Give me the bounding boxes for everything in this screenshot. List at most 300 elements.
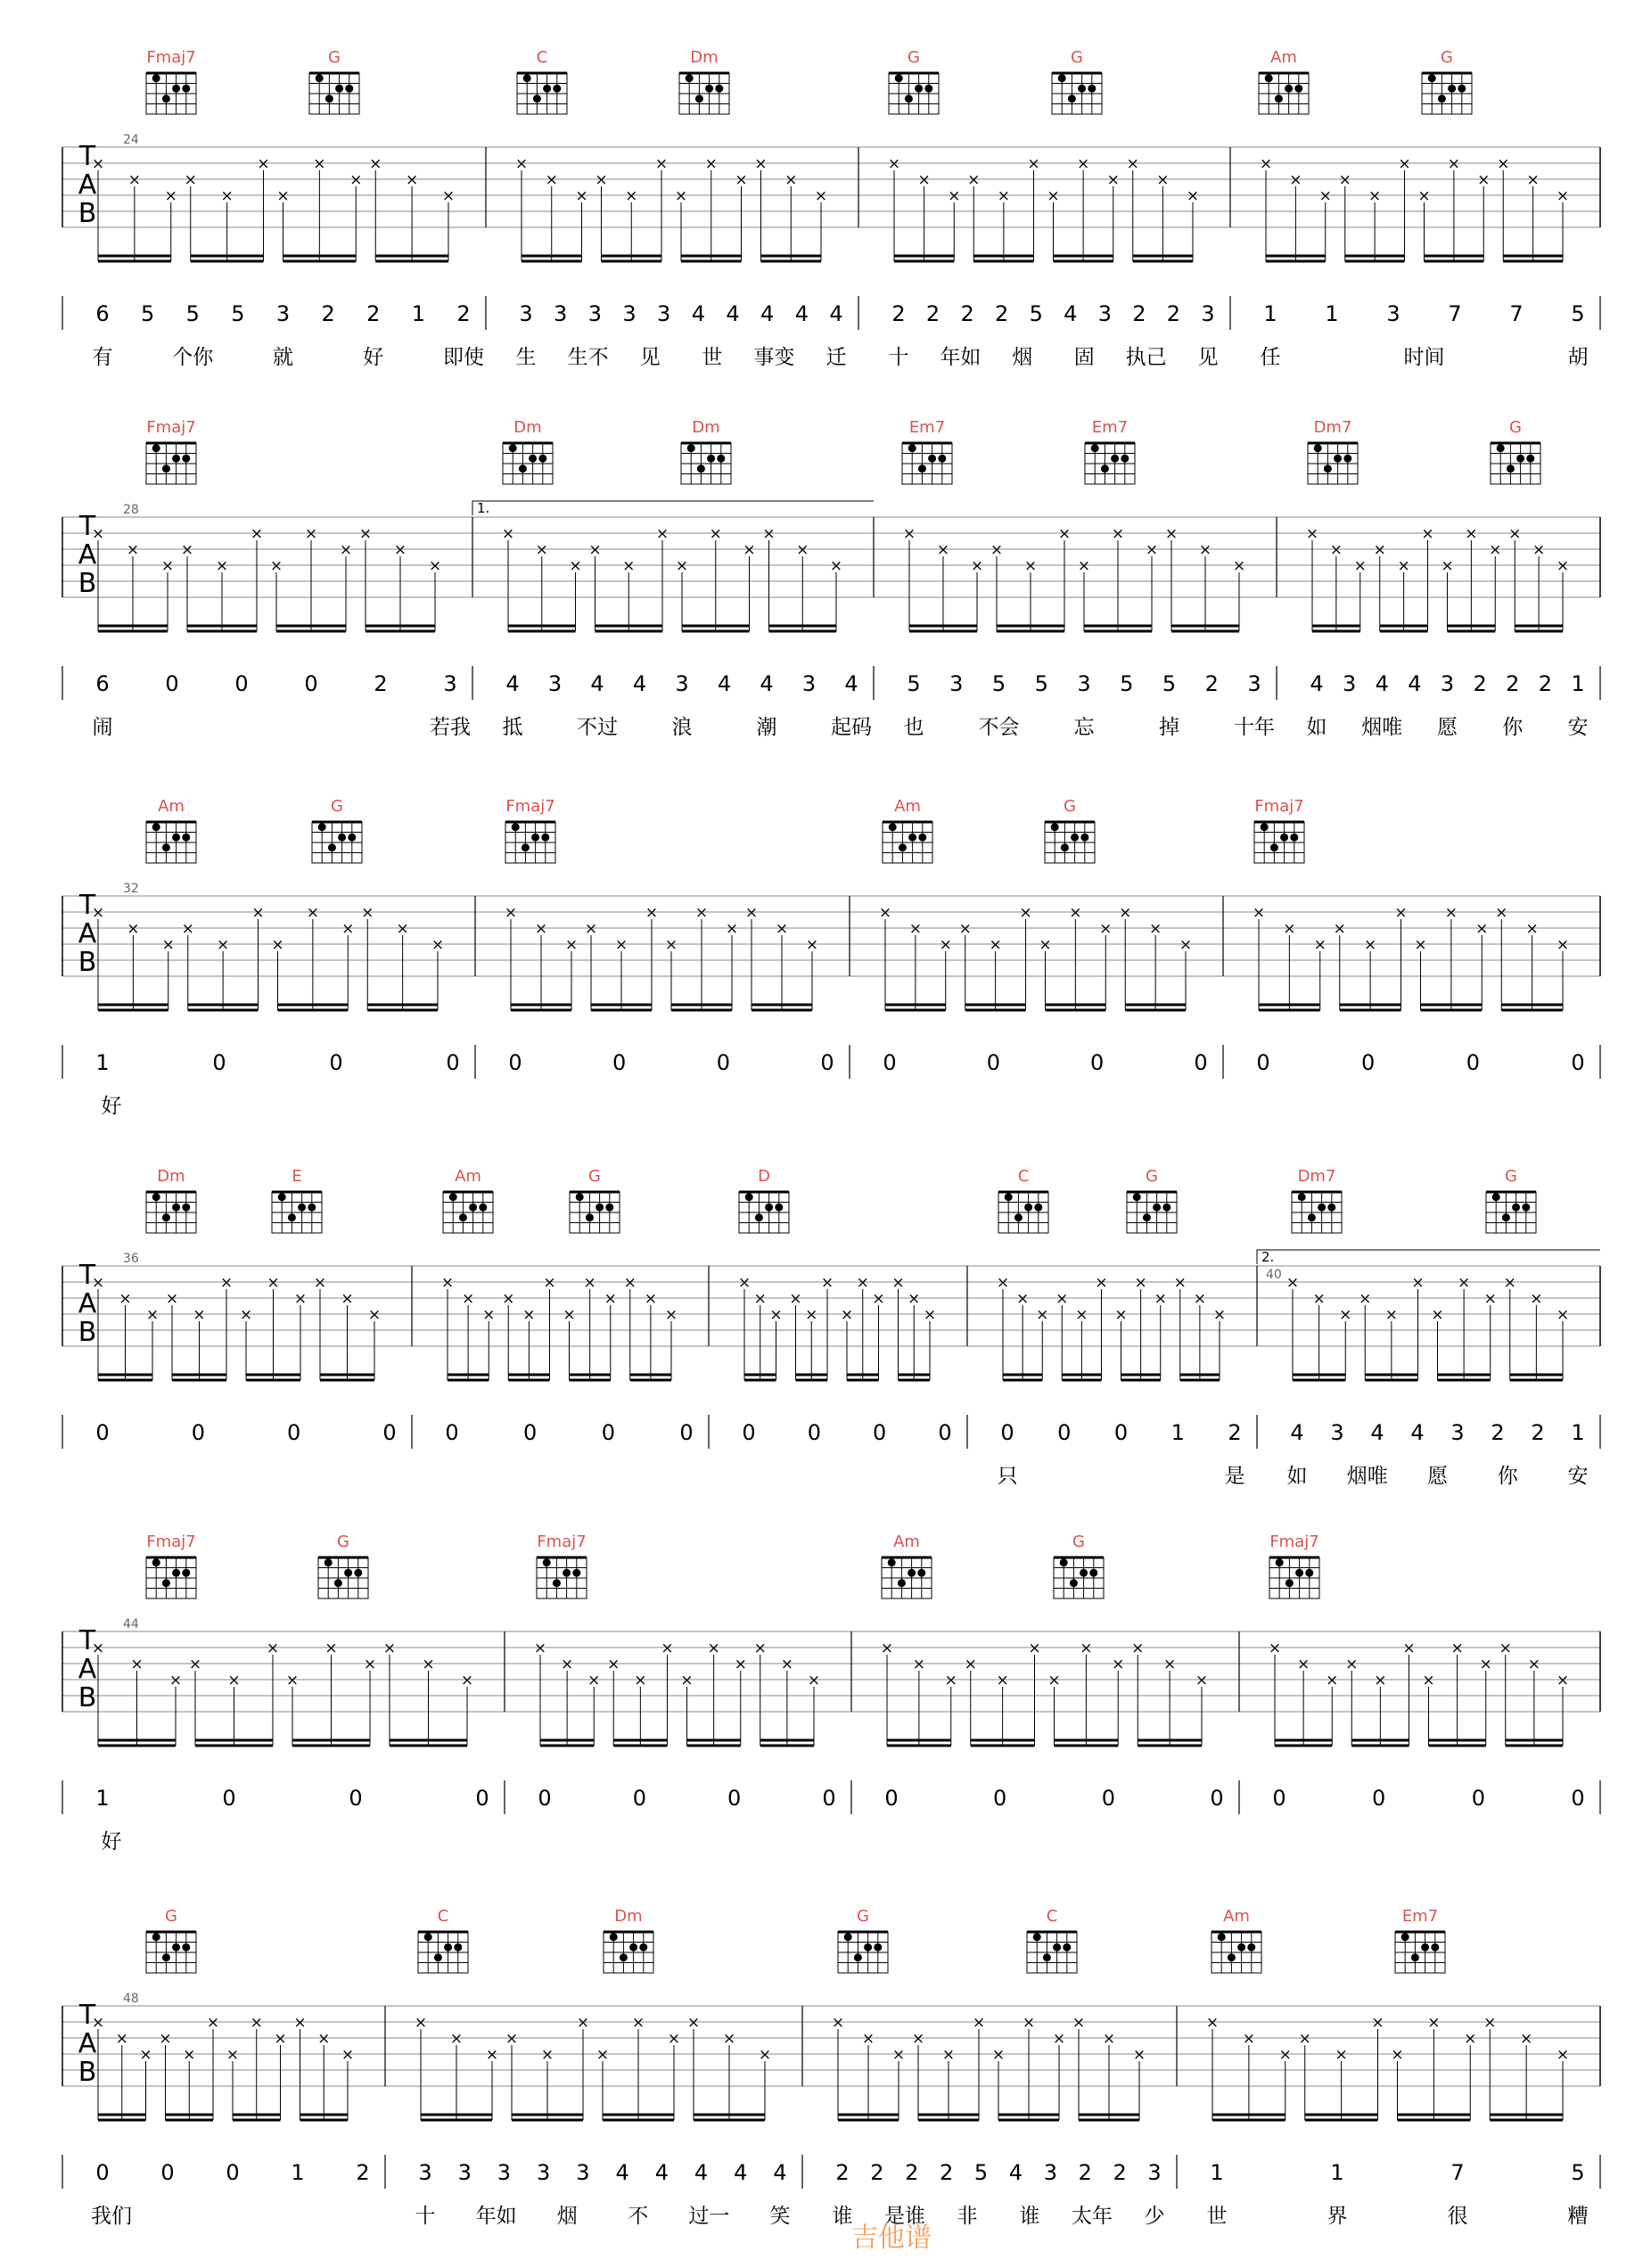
chord-diagram: [309, 48, 359, 114]
finger-dot: [278, 1193, 286, 1201]
tab-system: [62, 1533, 1600, 1853]
note-mark: ×: [1156, 171, 1170, 189]
note-mark: ×: [534, 920, 548, 938]
chord-diagram: [1127, 1167, 1177, 1233]
finger-dot: [348, 834, 356, 842]
jianpu-note: 4: [1408, 671, 1422, 696]
note-mark: ×: [631, 2014, 645, 2032]
finger-dot: [538, 455, 546, 463]
finger-dot: [182, 1569, 190, 1577]
finger-dot: [1502, 1213, 1510, 1221]
note-mark: ×: [725, 920, 739, 938]
finger-dot: [152, 1193, 160, 1201]
finger-dot: [563, 1569, 571, 1577]
volta-bracket: [1257, 1250, 1600, 1264]
finger-dot: [1305, 1569, 1313, 1577]
note-mark: ×: [1036, 1306, 1049, 1324]
chord-diagram: [312, 797, 362, 863]
lyric-text: 就: [273, 346, 293, 369]
lyric-text: 世: [702, 346, 723, 369]
lyric-text: 个你: [172, 346, 214, 369]
note-mark: ×: [440, 1274, 455, 1292]
note-mark: ×: [1374, 1672, 1387, 1689]
jianpu-note: 3: [576, 2160, 590, 2185]
jianpu-note: 0: [1057, 1420, 1072, 1445]
chord-diagram: [998, 1167, 1048, 1233]
note-mark: ×: [266, 1639, 280, 1657]
note-mark: ×: [535, 541, 548, 559]
note-mark: ×: [707, 1639, 720, 1657]
finger-dot: [1334, 455, 1342, 463]
note-mark: ×: [654, 155, 669, 173]
note-mark: ×: [220, 187, 234, 205]
note-mark: ×: [269, 557, 283, 575]
note-mark: ×: [588, 541, 602, 559]
note-mark: ×: [1205, 2014, 1220, 2032]
note-mark: ×: [990, 541, 1004, 559]
jianpu-note: 0: [287, 1420, 301, 1445]
chord-name: C: [437, 1907, 449, 1926]
jianpu-note: 3: [1077, 671, 1091, 696]
chord-diagram: [1085, 418, 1135, 484]
jianpu-note: 3: [418, 2160, 432, 2185]
note-mark: ×: [250, 525, 264, 543]
note-mark: ×: [306, 904, 319, 922]
lyric-text: 谁: [832, 2205, 853, 2228]
finger-dot: [1343, 455, 1351, 463]
note-mark: ×: [1371, 2014, 1384, 2032]
finger-dot: [1285, 85, 1293, 93]
note-mark: ×: [1022, 2014, 1036, 2032]
note-mark: ×: [1364, 936, 1377, 954]
chord-name: Dm: [690, 48, 719, 67]
jianpu-note: 2: [1204, 671, 1219, 696]
note-mark: ×: [1186, 187, 1200, 205]
note-mark: ×: [1179, 936, 1193, 954]
note-mark: ×: [1132, 2046, 1146, 2064]
jianpu-note: 4: [505, 671, 520, 696]
jianpu-note: 0: [222, 1786, 236, 1811]
tab-clef-letter: T: [78, 511, 96, 542]
note-mark: ×: [363, 1656, 377, 1673]
note-mark: ×: [341, 2046, 355, 2064]
note-mark: ×: [1195, 1672, 1209, 1689]
finger-dot: [1058, 74, 1066, 82]
note-mark: ×: [168, 1672, 183, 1689]
jianpu-note: 0: [883, 1050, 897, 1075]
chord-name: C: [536, 48, 548, 67]
finger-dot: [1280, 834, 1288, 842]
note-mark: ×: [680, 1672, 694, 1689]
measure-number: 24: [123, 133, 139, 147]
lyric-text: 愿: [1437, 716, 1458, 739]
note-mark: ×: [91, 1639, 105, 1657]
note-mark: ×: [902, 525, 916, 543]
lyric-text: 烟: [1012, 346, 1033, 369]
chord-diagram: [537, 1533, 587, 1598]
jianpu-note: 2: [995, 301, 1009, 326]
jianpu-note: 0: [329, 1050, 343, 1075]
note-mark: ×: [1483, 1290, 1497, 1308]
note-mark: ×: [1145, 541, 1159, 559]
lyric-text: 也: [903, 716, 924, 739]
note-mark: ×: [1422, 1672, 1435, 1689]
note-mark: ×: [694, 904, 709, 922]
lyric-text: 如: [1286, 1465, 1308, 1488]
note-mark: ×: [939, 936, 952, 954]
note-mark: ×: [596, 2046, 610, 2064]
jianpu-note: 0: [160, 2160, 175, 2185]
note-mark: ×: [769, 1306, 783, 1324]
note-mark: ×: [1069, 904, 1082, 922]
finger-dot: [1088, 85, 1096, 93]
jianpu-note: 0: [807, 1420, 821, 1445]
jianpu-note: 0: [1272, 1786, 1286, 1811]
jianpu-note: 4: [760, 671, 774, 696]
jianpu-note: 0: [822, 1786, 836, 1811]
note-mark: ×: [367, 1306, 382, 1324]
note-mark: ×: [462, 1290, 475, 1308]
jianpu-note: 3: [457, 2160, 472, 2185]
jianpu-note: 0: [234, 671, 249, 696]
jianpu-note: 1: [95, 1050, 110, 1075]
chord-diagram: [1395, 1907, 1445, 1973]
chord-diagram: [1422, 48, 1472, 114]
finger-dot: [162, 464, 170, 472]
note-mark: ×: [1268, 1639, 1282, 1657]
jianpu-note: 3: [1330, 1420, 1344, 1445]
lyric-text: 事变: [753, 346, 795, 369]
note-mark: ×: [193, 1306, 206, 1324]
note-mark: ×: [1019, 904, 1032, 922]
note-mark: ×: [1556, 1672, 1570, 1689]
finger-dot: [717, 455, 725, 463]
finger-dot: [610, 1933, 618, 1941]
finger-dot: [1275, 94, 1283, 103]
finger-dot: [908, 834, 916, 842]
note-mark: ×: [744, 904, 759, 922]
chord-diagram: [902, 418, 952, 484]
jianpu-note: 3: [519, 301, 533, 326]
jianpu-note: 5: [1571, 2160, 1585, 2185]
jianpu-note: 2: [1506, 671, 1520, 696]
finger-dot: [908, 444, 916, 452]
note-mark: ×: [1259, 155, 1273, 173]
jianpu-note: 2: [905, 2160, 919, 2185]
note-mark: ×: [667, 2030, 681, 2048]
note-mark: ×: [664, 936, 678, 954]
chord-diagram: [505, 797, 555, 863]
lyric-text: 愿: [1427, 1465, 1448, 1488]
note-mark: ×: [807, 1672, 821, 1689]
measure-number: 40: [1266, 1268, 1282, 1282]
jianpu-note: 0: [165, 671, 179, 696]
note-mark: ×: [614, 936, 628, 954]
note-mark: ×: [1398, 155, 1411, 173]
note-mark: ×: [1497, 155, 1510, 173]
chord-name: G: [908, 48, 920, 67]
note-mark: ×: [784, 171, 798, 189]
note-mark: ×: [165, 1290, 179, 1308]
finger-dot: [162, 1579, 170, 1587]
note-mark: ×: [393, 541, 407, 559]
tab-clef-letter: A: [78, 1288, 97, 1319]
jianpu-note: 0: [382, 1420, 397, 1445]
lyric-text: 十: [888, 346, 909, 369]
finger-dot: [152, 1558, 160, 1566]
note-mark: ×: [1339, 1306, 1352, 1324]
finger-dot: [1290, 834, 1298, 842]
finger-dot: [152, 823, 160, 831]
note-mark: ×: [840, 1306, 854, 1324]
note-mark: ×: [686, 2014, 701, 2032]
chord-diagram: [418, 1907, 468, 1973]
chord-name: Dm7: [1297, 1167, 1336, 1186]
jianpu-note: 0: [820, 1050, 834, 1075]
finger-dot: [512, 823, 520, 831]
chord-diagram: [679, 48, 729, 114]
finger-dot: [707, 455, 715, 463]
chord-name: Fmaj7: [1254, 797, 1304, 816]
jianpu-note: 0: [1466, 1050, 1480, 1075]
note-mark: ×: [293, 1290, 308, 1308]
finger-dot: [325, 94, 333, 103]
note-mark: ×: [145, 1306, 160, 1324]
note-mark: ×: [625, 187, 638, 205]
finger-dot: [1526, 455, 1534, 463]
finger-dot: [687, 444, 695, 452]
note-mark: ×: [1106, 171, 1120, 189]
finger-dot: [324, 1558, 333, 1566]
note-mark: ×: [645, 904, 659, 922]
note-mark: ×: [753, 1639, 767, 1657]
note-mark: ×: [1052, 2030, 1066, 2048]
finger-dot: [354, 1569, 362, 1577]
jianpu-note: 0: [1372, 1786, 1386, 1811]
chord-name: C: [1046, 1907, 1058, 1926]
lyric-text: 不: [628, 2205, 649, 2228]
chord-diagram: [146, 797, 196, 863]
chord-name: Fmaj7: [146, 1533, 196, 1551]
measure-number: 48: [123, 1992, 139, 2006]
lyric-text: 见: [1197, 346, 1219, 369]
note-mark: ×: [313, 1274, 327, 1292]
finger-dot: [1448, 85, 1456, 93]
measure-number: 28: [123, 503, 139, 517]
note-mark: ×: [91, 2014, 105, 2032]
note-mark: ×: [1080, 1639, 1093, 1657]
finger-dot: [316, 74, 324, 82]
note-mark: ×: [206, 2014, 220, 2032]
jianpu-note: 0: [884, 1786, 899, 1811]
chord-name: Am: [1223, 1907, 1250, 1926]
chord-diagram: [1212, 1907, 1261, 1973]
note-mark: ×: [1450, 1639, 1464, 1657]
note-mark: ×: [1131, 1639, 1145, 1657]
note-mark: ×: [324, 1639, 338, 1657]
note-mark: ×: [1193, 1290, 1206, 1308]
note-mark: ×: [734, 1656, 747, 1673]
jianpu-note: 4: [1370, 1420, 1384, 1445]
lyric-text: 好: [363, 346, 384, 369]
jianpu-note: 4: [1064, 301, 1078, 326]
note-mark: ×: [1526, 171, 1540, 189]
chord-diagram: [503, 418, 553, 484]
note-mark: ×: [1368, 187, 1382, 205]
jianpu-note: 2: [870, 2160, 884, 2185]
finger-dot: [1247, 1943, 1255, 1952]
note-mark: ×: [1556, 936, 1570, 954]
lyric-text: 界: [1327, 2205, 1348, 2228]
note-mark: ×: [251, 904, 265, 922]
note-mark: ×: [1525, 920, 1539, 938]
finger-dot: [1068, 94, 1076, 103]
finger-dot: [745, 1193, 753, 1201]
finger-dot: [522, 843, 530, 851]
jianpu-note: 3: [275, 301, 291, 326]
finger-dot: [424, 1933, 432, 1941]
note-mark: ×: [758, 2046, 772, 2064]
note-mark: ×: [1077, 557, 1091, 575]
lyric-text: 十年: [1234, 716, 1275, 739]
note-mark: ×: [1114, 1306, 1128, 1324]
chord-diagram: [1491, 418, 1540, 484]
note-mark: ×: [1527, 1656, 1540, 1673]
note-mark: ×: [762, 525, 776, 543]
chord-name: G: [328, 48, 341, 67]
tab-clef-letter: A: [78, 1654, 97, 1685]
jianpu-note: 0: [986, 1050, 1000, 1075]
note-mark: ×: [1353, 557, 1367, 575]
note-mark: ×: [1016, 1290, 1030, 1308]
note-mark: ×: [1232, 557, 1246, 575]
finger-dot: [1024, 1204, 1032, 1212]
lyric-text: 执己: [1125, 346, 1167, 369]
note-mark: ×: [540, 2046, 554, 2064]
note-mark: ×: [1163, 1656, 1177, 1673]
note-mark: ×: [989, 936, 1002, 954]
note-mark: ×: [1421, 525, 1434, 543]
jianpu-note: 4: [717, 671, 732, 696]
note-mark: ×: [1495, 904, 1508, 922]
note-mark: ×: [1333, 920, 1346, 938]
note-mark: ×: [1329, 541, 1343, 559]
finger-dot: [509, 444, 517, 452]
jianpu-note: 0: [226, 2160, 240, 2185]
finger-dot: [1270, 843, 1278, 851]
note-mark: ×: [564, 936, 579, 954]
finger-dot: [1318, 1204, 1326, 1212]
note-mark: ×: [623, 1274, 637, 1292]
note-mark: ×: [505, 2030, 519, 2048]
jianpu-note: 0: [993, 1786, 1007, 1811]
measure-number: 32: [123, 882, 139, 896]
note-mark: ×: [115, 2030, 128, 2048]
note-mark: ×: [431, 936, 445, 954]
chord-diagram: [838, 1907, 888, 1973]
finger-dot: [1431, 1943, 1439, 1952]
note-mark: ×: [1464, 2030, 1477, 2048]
jianpu-note: 0: [212, 1050, 226, 1075]
jianpu-note: 4: [794, 301, 809, 326]
finger-dot: [908, 1569, 916, 1577]
finger-dot: [1522, 1204, 1530, 1212]
lyric-text: 胡: [1567, 346, 1589, 369]
finger-dot: [917, 1569, 925, 1577]
lyric-text: 安: [1567, 1465, 1589, 1488]
chord-diagram: [882, 1533, 932, 1598]
note-mark: ×: [1112, 1656, 1125, 1673]
jianpu-note: 2: [1113, 2160, 1127, 2185]
note-mark: ×: [997, 187, 1010, 205]
finger-dot: [1005, 1193, 1013, 1201]
note-mark: ×: [1212, 1306, 1227, 1324]
note-mark: ×: [1134, 1274, 1147, 1292]
finger-dot: [469, 1204, 477, 1212]
note-mark: ×: [1164, 525, 1179, 543]
jianpu-note: 2: [1491, 1420, 1505, 1445]
tab-clef-letter: T: [78, 890, 96, 921]
jianpu-note: 3: [587, 301, 602, 326]
jianpu-note: 0: [1000, 1420, 1014, 1445]
lyric-text: 少: [1144, 2205, 1165, 2228]
finger-dot: [152, 74, 160, 82]
jianpu-note: 3: [554, 301, 568, 326]
chord-diagram: [1045, 797, 1095, 863]
tab-system: [62, 418, 1600, 739]
finger-dot: [533, 94, 541, 103]
note-mark: ×: [160, 557, 175, 575]
finger-dot: [755, 1213, 763, 1221]
jianpu-note: 2: [1132, 301, 1146, 326]
jianpu-note: 4: [590, 671, 604, 696]
jianpu-note: 4: [1410, 1420, 1425, 1445]
tab-clef-letter: T: [78, 2000, 96, 2031]
tab-system: [62, 1907, 1600, 2228]
jianpu-note: 0: [742, 1420, 756, 1445]
finger-dot: [1308, 1213, 1316, 1221]
chord-diagram: [883, 797, 932, 863]
finger-dot: [1061, 843, 1069, 851]
lyric-text: 我们: [91, 2205, 132, 2228]
finger-dot: [1265, 74, 1273, 82]
lyric-text: 潮: [756, 716, 777, 739]
note-mark: ×: [159, 2030, 172, 2048]
finger-dot: [1014, 1213, 1023, 1221]
finger-dot: [152, 1933, 160, 1941]
note-mark: ×: [1520, 2030, 1533, 2048]
note-mark: ×: [1297, 1656, 1310, 1673]
finger-dot: [434, 1953, 442, 1961]
finger-dot: [1034, 1204, 1042, 1212]
finger-dot: [449, 1193, 457, 1201]
note-mark: ×: [789, 1290, 802, 1308]
lyric-text: 见: [639, 346, 661, 369]
chord-name: Am: [893, 1533, 920, 1551]
measure-number: 36: [123, 1252, 139, 1266]
note-mark: ×: [1028, 1639, 1041, 1657]
note-mark: ×: [584, 920, 598, 938]
chord-diagram: [1486, 1167, 1536, 1233]
jianpu-note: 4: [734, 2160, 748, 2185]
jianpu-note: 2: [940, 2160, 954, 2185]
finger-dot: [1327, 1204, 1335, 1212]
lyric-text: 浪: [671, 716, 693, 739]
chord-name: G: [588, 1167, 601, 1186]
note-mark: ×: [164, 187, 177, 205]
note-mark: ×: [722, 2030, 736, 2048]
finger-dot: [1237, 1943, 1245, 1952]
